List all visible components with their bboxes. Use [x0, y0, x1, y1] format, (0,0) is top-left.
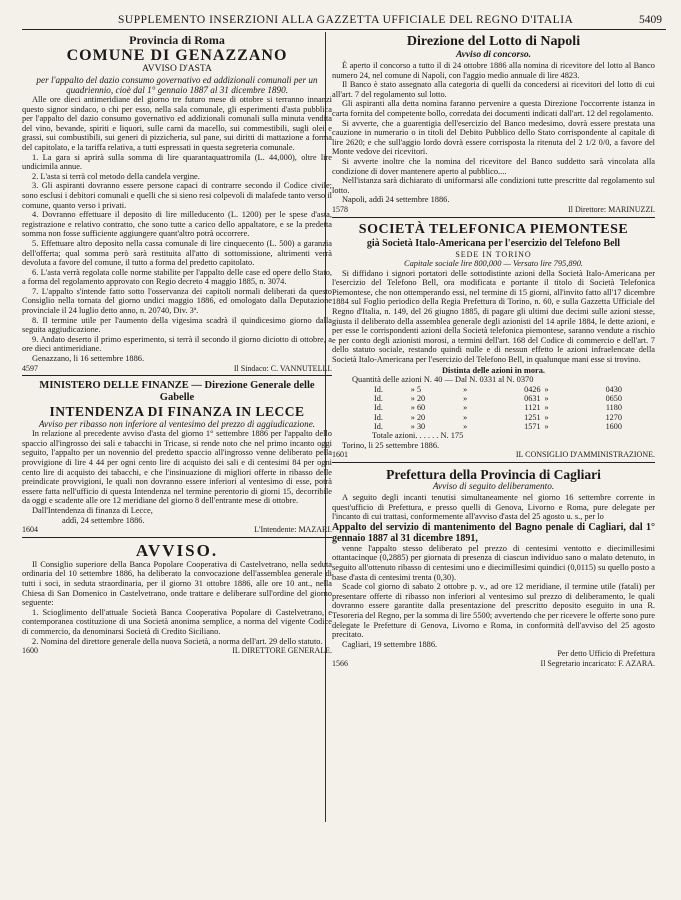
notice-footer [332, 205, 655, 215]
ministry-heading: MINISTERO DELLE FINANZE — Direzione Generale delle Gabelle [39, 380, 315, 404]
notice-date: Napoli, addì 24 settembre 1886. [342, 195, 450, 205]
lecce-subtitle: Avviso per ribasso non inferiore al ventesimo del prezzo di aggiudicazione. [38, 419, 316, 430]
shares-table [372, 385, 624, 431]
page-number: 5409 [639, 14, 662, 26]
telefonica-capital: Capitale sociale lire 800,000 — Versato lire 795,890. [404, 259, 583, 269]
notice-signature: Il Sindaco: C. VANNUTELLI. [233, 363, 332, 373]
list-item: 9. Andato deserto il primo esperimento, si terrà il secondo il giorno diciotto di ottobre, a ore dieci antimeridiane. [22, 334, 332, 354]
list-item: 1. Scioglimento dell'attuale Società Banca Cooperativa Popolare di Castelvetrano, e contemporanea costituzione di una Società anonima semplice, a norma del vigente Codice di commercio, da denominarsi Società di Credito Siciliano. [22, 607, 332, 636]
notice-number: 1578 [332, 204, 348, 214]
notice-signature: Il Segretario incaricato: F. AZARA. [540, 658, 655, 668]
paragraph: È aperto il concorso a tutto il di 24 ottobre 1886 alla nomina di ricevitore del lotto al Banco numero 24, nel comune di Napoli, con l'aggio medio annuale di lire 4823. [332, 61, 655, 80]
list-item: 2. Nomina del direttore generale della nuova Società, a norma dell'art. 29 dello statuto. [32, 636, 323, 646]
notice-date: Genazzano, li 16 settembre 1886. [32, 354, 145, 364]
right-column [332, 34, 655, 669]
table-title: Distinta delle azioni in mora. [441, 365, 546, 375]
telefonica-heading: SOCIETÀ TELEFONICA PIEMONTESE [358, 221, 629, 237]
notice-signature: L'Intendente: MAZARI. [254, 525, 332, 535]
notice-date: Torino, li 25 settembre 1886. [342, 440, 440, 450]
cagliari-heading: Prefettura della Provincia di Cagliari [386, 467, 601, 483]
lecce-heading: INTENDENZA DI FINANZA IN LECCE [49, 404, 305, 420]
cagliari-office: Per detto Ufficio di Prefettura [557, 649, 655, 659]
page-header [22, 13, 666, 30]
notice-footer [22, 525, 332, 535]
table-total: Totale azioni. . . . . . N. 175 [372, 431, 464, 441]
lecce-place: Dall'Intendenza di finanza di Lecce, [32, 505, 153, 515]
telefonica-body: Si diffidano i signori portatori delle sottodistinte azioni della Società Italo-Americana per l'esercizio del Telefono Bell, ora modificata e portante il titolo di Società Telefonica Piemontese, che non ottemperando essi, nel termine di 15 giorni, all'invito fatto all'17 dicembre 1884 sul Foglio periodico della Regia Prefettura di Torino, n. 60, e sulla Gazzetta Ufficiale del Regno d'Italia, n. 149, del 26 giugno 1885, di pagare gli ultimi due decimi sulle azioni stesse, giusta il deliberato della assemblea generale degli azionisti del 14 aprile 1884, le dette azioni, e per esse le corrispondenti azioni della Società telefonica piemontese, saranno vendute a rischio e per conto degli azionisti morosi, a termini dell'art. 168 del Codice di commercio e dell'art. 7 dello statuto sociale, restando quindi nulle e di nessun effetto le azioni infraelencate della Società Italo-Americana per l'esercizio del Telefono Bell, in qualunque mani esse si trovino. [332, 268, 655, 365]
paragraph: Si avverte, che a guarentigia dell'esercizio del Banco medesimo, dovrà essere prestata una cauzione in numerario o in titoli del Debito Pubblico dello Stato corrispondente al capitale di lire 2620; e che sull'aggio lordo dovrà essere corrisposta la ritenuta del 2 1/2 0/0, a favore del Monte vedove dei ricevitori. [332, 118, 655, 157]
notice-telefonica [332, 222, 655, 464]
telefonica-subtitle: già Società Italo-Americana per l'esercizio del Telefono Bell [366, 237, 621, 249]
table-row: Id. » 30 » 1571 » 1600 [374, 422, 622, 431]
notice-signature: IL CONSIGLIO D'AMMINISTRAZIONE. [515, 450, 655, 460]
notice-cagliari [332, 467, 655, 669]
notice-footer [22, 646, 332, 656]
notice-number: 1601 [332, 450, 348, 460]
lotto-subtitle: Avviso di concorso. [455, 50, 532, 60]
notice-lecce [22, 380, 332, 538]
lecce-body: In relazione al precedente avviso d'asta del giorno 1° settembre 1886 per l'appalto dello spaccio all'ingrosso dei sali e tabacchi in Tricase, si rende noto che nel primo incanto oggi seguito, l'appalto per un novennio del predetto spaccio all'ingrosso venne deliberato pella provvigione di lire 4 44 per ogni cento lire di acquisto dei sali e di centesimi 84 per ogni cento lire di acquisto dei tabacchi, e che l'insinuazione di migliori offerte in ribasso delle preindicate provvigioni, le quali non dovranno essere inferiori al ventesimo di esse, potrà essere fatta nell'ufficio di questa Intendenza nel termine perentorio di giorni 15, decorribile da oggi e scadente alle ore 12 meridiane del giorno 8 dell'entrante mese di ottobre. [22, 429, 332, 506]
avviso-body: Il Consiglio superiore della Banca Popolare Cooperativa di Castelvetrano, nella seduta ordinaria del 10 settembre 1886, ha deliberato la convocazione dell'assemblea generale di tutti i soci, in seduta straordinaria, per il giorno 31 ottobre 1886, alle ore 10 ant., nella Chiesa di San Domenico in Castelvetrano, onde trattare e deliberare sull'ordine del giorno seguente: [22, 559, 332, 608]
list-item: 4. Dovranno effettuare il deposito di lire milleducento (L. 1200) per le spese d'asta, registrazione e relativo contratto, che sono tutte a carico dello appaltatore, e se la predetta somma non fosse sufficiente aggiungere quant'altro potrà occorrere. [22, 210, 332, 239]
list-item: 1. La gara si aprirà sulla somma di lire quarantaquattromila (L. 44,000), oltre lire undicimila annue. [22, 152, 332, 172]
gazette-title: SUPPLEMENTO INSERZIONI ALLA GAZZETTA UFFICIALE DEL REGNO D'ITALIA [118, 14, 574, 26]
notice-number: 1600 [22, 646, 38, 656]
province-heading: Provincia di Roma [129, 33, 225, 47]
genazzano-intro: Alle ore dieci antimeridiane del giorno tre futuro mese di ottobre si terranno innanzi questo signor sindaco, o chi per esso, nella sala comunale, gli esperimenti d'asta pubblica per l'appalto del dazio consumo governativo ed addizionali comunali sulla minuta vendita del vino, bevande, spiriti e liquori, sulle carni da macello, sui commestibili, sugli olei e grassi, sui combustibili, sui generi di pizzicheria, sul pane, sui diritti di mattazione a forma del capitolato, e la tariffa relativa, a tutti espressati in questa segreteria comunale. [22, 95, 332, 152]
notice-footer [332, 659, 655, 669]
notice-footer [22, 364, 332, 374]
table-row: Id. » 5 » 0426 » 0430 [374, 384, 622, 394]
paragraph: Nell'istanza sarà dichiarato di uniformarsi alle condizioni tutte prescritte dal regolamento sul lotto. [332, 176, 655, 195]
table-header: Quantità delle azioni N. 40 — Dal N. 0331 al N. 0370 [352, 375, 534, 385]
notice-lotto [332, 34, 655, 218]
notice-genazzano [22, 34, 332, 376]
paragraph: Gli aspiranti alla detta nomina faranno pervenire a questa Direzione l'occorrente istanza in carta fornita del competente bollo, corredata dei documenti indicati dall'art. 12 del regolamento. [332, 99, 655, 118]
cagliari-subtitle: Avviso di seguito deliberamento. [432, 482, 555, 493]
notice-date: addì, 24 settembre 1886. [62, 515, 145, 525]
lotto-heading: Direzione del Lotto di Napoli [406, 34, 581, 49]
cagliari-body: venne l'appalto stesso deliberato pel prezzo di centesimi ventotto e diecimillesimi ottantacinque (0,2885) per giornata di presenza di ciascun individuo sano o malato detenuto, in seguito all'ottenuto ribasso di centesimi uno e diecimillesimi quindici (0,0115) su quello posto a base d'asta di centesimi trenta (0,30). [332, 543, 655, 582]
cagliari-intro: A seguito degli incanti tenutisi simultaneamente nel giorno 16 settembre corrente in quest'ufficio di Prefettura, e presso quelli di Genova, Livorno e Roma, pure delegate per l'incanto di cui trattasi, conformemente all'avviso d'asta del 25 agosto u. s., per lo [332, 493, 655, 522]
paragraph: Il Banco è stato assegnato alla categoria di quelli da concedersi ai ricevitori del lotto di cui all'art. 7 del regolamento sul lotto. [332, 80, 655, 99]
telefonica-seat: SEDE IN TORINO [455, 249, 532, 259]
notice-number: 4597 [22, 363, 38, 373]
paragraph: Si avverte inoltre che la nomina del ricevitore del Banco suddetto sarà vincolata alla condizione di dover mantenere aperto al pubblico.... [332, 156, 655, 176]
list-item: 7. L'appalto s'intende fatto sotto l'osservanza dei capitoli normali deliberati da questo Consiglio nella tornata del giorno undici maggio 1886, ed omologato dalla Deputazione provinciale il 24 luglio detto anno, n. 20740, Div. 3ª. [22, 286, 332, 316]
notice-date: Cagliari, 19 settembre 1886. [342, 639, 438, 649]
genazzano-subtitle: per l'appalto del dazio consumo governativo ed addizionali comunali per un quadriennio, cioè dal 1° gennaio 1887 al 31 dicembre 1890. [36, 75, 318, 95]
notice-signature: Il Direttore: MARINUZZI. [568, 204, 655, 214]
cagliari-body-2: Scade col giorno di sabato 2 ottobre p. v., ad ore 12 meridiane, il termine utile (fatali) per presentare offerte di ribasso non inferiori al ventesimo sul prezzo di deliberamento, le quali dovranno essere garantite dalla presentazione del prescritto deposito eseguito in una R. Tesoreria del Regno, per la somma di lire 5500; avvertendo che per ricevere le offerte sono pure delegate le Prefetture di Genova, Livorno e Roma, in conformità dell'avviso del 25 agosto precitato. [332, 582, 655, 640]
notice-signature: IL DIRETTORE GENERALE. [232, 646, 332, 656]
list-item: 5. Effettuare altro deposito nella cassa comunale di lire cinquecento (L. 500) a garanzia dell'offerta; qual somma però sarà restituita all'atto di sottomissione, altrimenti verrà devoluta a favore del comune, il tutto a forma del predetto capitolato. [22, 238, 332, 268]
list-item: 3. Gli aspiranti dovranno essere persone capaci di contrarre secondo il Codice civile; sono esclusi i debitori comunali e quelli che si sieno resi colpevoli di malafede tanto verso il comune, quanto verso i privati. [22, 181, 332, 210]
avviso-heading: AVVISO. [135, 540, 219, 560]
notice-number: 1604 [22, 525, 38, 535]
cagliari-headline: Appalto del servizio di mantenimento del Bagno penale di Cagliari, dal 1° gennaio 1887 al 31 dicembre 1891, [332, 521, 655, 544]
list-item: 2. L'asta si terrà col metodo della candela vergine. [32, 171, 200, 181]
table-row: Id. » 20 » 1251 » 1270 [374, 412, 622, 422]
notice-footer [332, 450, 655, 460]
list-item: 8. Il termine utile per l'aumento della vigesima scadrà il quindicesimo giorno dalla seguita aggiudicazione. [22, 315, 332, 335]
table-row: Id. » 60 » 1121 » 1180 [374, 403, 622, 413]
avviso-asta: AVVISO D'ASTA [142, 64, 212, 74]
comune-heading: COMUNE DI GENAZZANO [66, 47, 288, 64]
list-item: 6. L'asta verrà regolata colle norme stabilite per l'appalto delle case ed opere dello Stato, a forma del regolamento approvato con Regio decreto 4 maggio 1885, n. 3074. [22, 267, 332, 287]
table-row: Id. » 20 » 0631 » 0650 [374, 394, 622, 404]
notice-number: 1566 [332, 658, 348, 668]
left-column [22, 34, 332, 656]
notice-avviso [22, 542, 332, 656]
